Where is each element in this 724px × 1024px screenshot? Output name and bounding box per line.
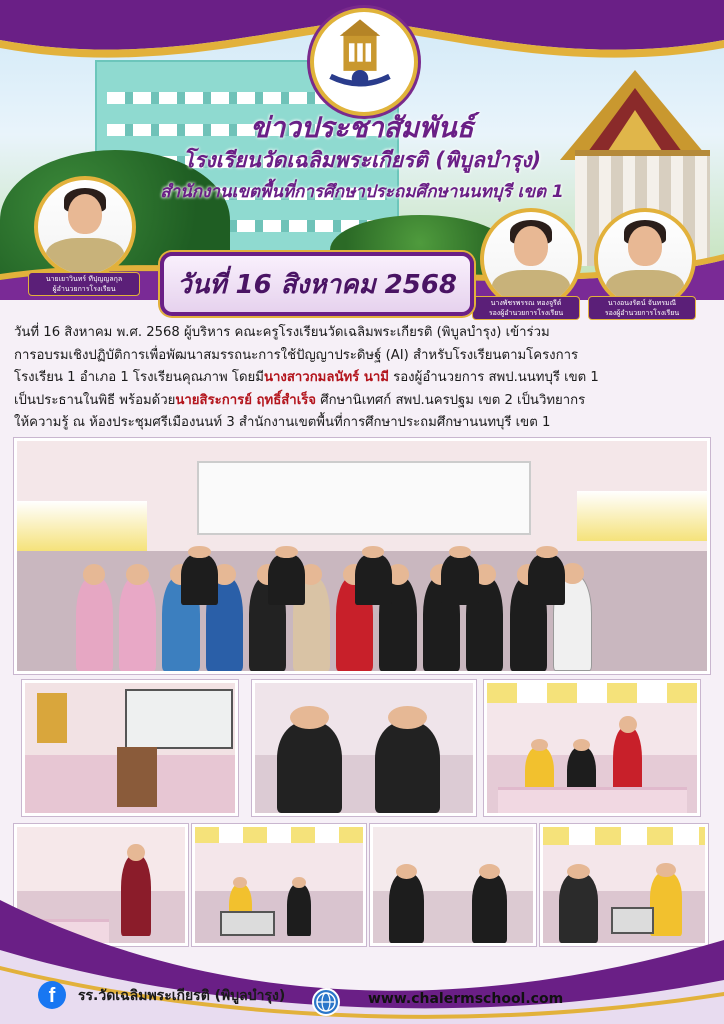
portrait-deputy-2 <box>594 208 696 310</box>
article-line <box>14 367 714 390</box>
article-text: ให้ความรู้ ณ ห้องประชุมศรีเมืองนนท์ 3 สำนักงานเขตพื้นที่การศึกษาประถมศึกษานนทบุรี เขต 1 <box>14 415 551 430</box>
article-text: โรงเรียน 1 อำเภอ 1 โรงเรียนคุณภาพ โดยมี <box>14 370 264 385</box>
nametag-deputy-1 <box>472 296 580 320</box>
article-text: เป็นประธานในพิธี พร้อมด้วย <box>14 392 176 408</box>
article-text: รองผู้อำนวยการ สพป.นนทบุรี เขต 1 <box>388 370 599 385</box>
article-line <box>14 322 714 345</box>
person-name: นายเยาวินทร์ ทีปุญญลกุล <box>45 275 123 283</box>
person-role: รองผู้อำนวยการโรงเรียน <box>488 309 564 317</box>
date-banner <box>160 252 474 316</box>
person-role: ผู้อำนวยการโรงเรียน <box>52 285 116 293</box>
facebook-page-link[interactable]: รร.วัดเฉลิมพระเกียรติ (พิบูลบำรุง) <box>78 988 286 1004</box>
office-name: สำนักงานเขตพื้นที่การศึกษาประถมศึกษานนทบุรี เขต 1 <box>160 182 564 202</box>
article-text: ศึกษานิเทศก์ สพป.นครปฐม เขต 2 เป็นวิทยากร <box>316 392 586 408</box>
page-title: ข่าวประชาสัมพันธ์ <box>250 111 474 144</box>
school-logo <box>310 8 418 116</box>
article-line <box>14 345 714 368</box>
article-text: วันที่ 16 สิงหาคม พ.ศ. 2568 ผู้บริหาร คณะครูโรงเรียนวัดเฉลิมพระเกียรติ (พิบูลบำรุง) เข้าร่วม <box>14 325 550 340</box>
people-group <box>57 511 677 674</box>
school-name: โรงเรียนวัดเฉลิมพระเกียรติ (พิบูลบำรุง) <box>182 148 542 172</box>
date-text: วันที่ 16 สิงหาคม 2568 <box>176 270 458 300</box>
person-name: นางพัชรพรรณ ทองจูรีด์ <box>490 299 562 307</box>
website-link[interactable]: www.chalermschool.com <box>368 991 564 1007</box>
article-body <box>14 322 714 435</box>
nametag-deputy-2 <box>588 296 696 320</box>
globe-icon <box>312 988 340 1016</box>
portrait-deputy-1 <box>480 208 582 310</box>
photo-presentation <box>22 680 238 816</box>
school-emblem-icon <box>314 12 406 104</box>
group-photo <box>14 438 710 674</box>
article-text: การอบรมเชิงปฏิบัติการเพื่อพัฒนาสมรรถนะการใช้ปัญญาประดิษฐ์ (AI) สำหรับโรงเรียนตามโครงการ <box>14 347 579 363</box>
person-role: รองผู้อำนวยการโรงเรียน <box>604 309 680 317</box>
photo-workshop <box>484 680 700 816</box>
article-line <box>14 390 714 413</box>
highlighted-name: นางสาวกมลนัทร์ นามี <box>263 370 389 385</box>
photo-teachers <box>252 680 476 816</box>
person-name: นางอนงรัตน์ จันทรมณี <box>607 299 677 307</box>
portrait-director <box>34 176 136 278</box>
temple-roof-image <box>560 70 710 160</box>
nametag-director <box>28 272 140 296</box>
article-line <box>14 412 714 435</box>
facebook-icon[interactable]: f <box>38 981 66 1009</box>
highlighted-name: นายสิระการย์ ฤทธิ์สำเร็จ <box>175 392 317 408</box>
